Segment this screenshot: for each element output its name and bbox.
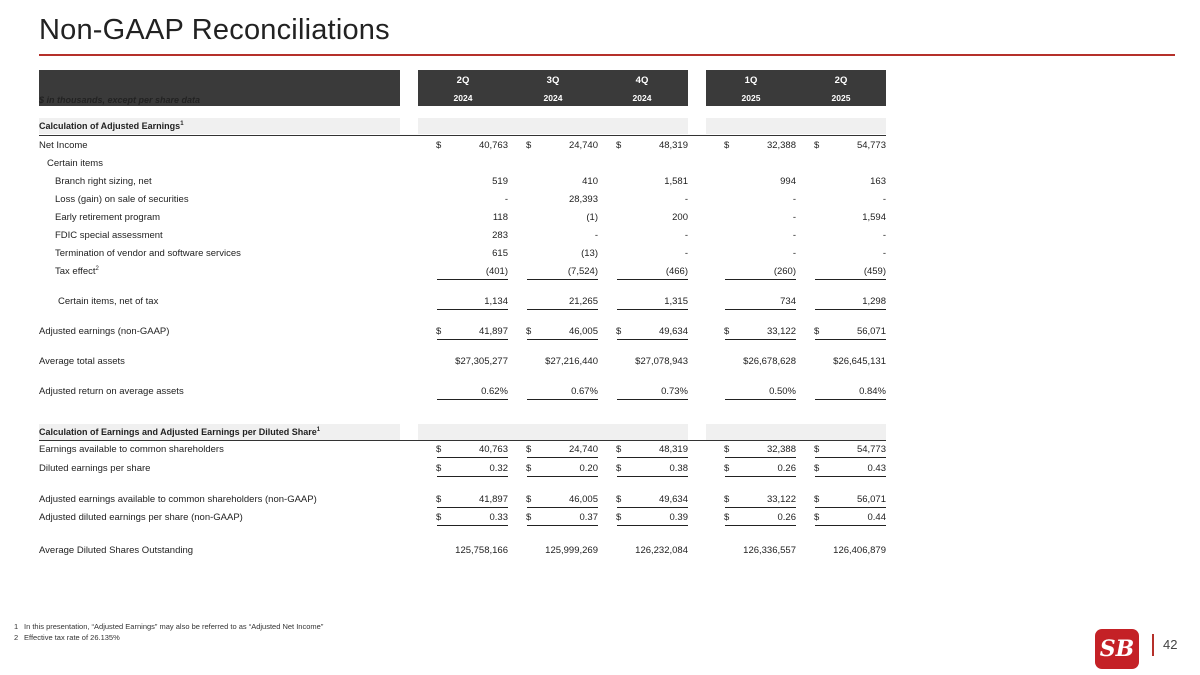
table-cell	[418, 248, 508, 261]
dollar-sign: $	[814, 494, 820, 505]
cell-value: 1,594	[862, 212, 886, 223]
table-cell	[418, 356, 508, 369]
table-cell	[706, 386, 796, 399]
table-cell	[508, 463, 598, 476]
table-cell	[508, 386, 598, 399]
header-quarter: 2Q	[456, 75, 470, 86]
dollar-sign: $	[724, 512, 730, 523]
table-cell	[706, 140, 796, 153]
table-cell	[418, 545, 508, 558]
footnote-ref: 1	[316, 427, 321, 433]
dollar-sign: $	[616, 326, 622, 337]
cell-value: 0.26	[777, 512, 796, 523]
row-label	[55, 230, 163, 241]
header-year: 2024	[632, 93, 652, 103]
cell-value: $27,216,440	[545, 356, 598, 367]
header-year: 2024	[453, 93, 473, 103]
cell-value: 126,232,084	[635, 545, 688, 556]
cell-value: 125,999,269	[545, 545, 598, 556]
cell-value: 0.44	[867, 512, 886, 523]
dollar-sign: $	[526, 444, 532, 455]
table-cell	[598, 230, 688, 243]
cell-value: 33,122	[766, 326, 796, 337]
table-cell	[796, 356, 886, 369]
row-label	[39, 463, 150, 474]
dollar-sign: $	[616, 444, 622, 455]
dollar-sign: $	[724, 140, 730, 151]
row-label	[55, 248, 241, 259]
cell-value: 33,122	[766, 494, 796, 505]
footnote: 2 Effective tax rate of 26.135%	[14, 633, 120, 642]
dollar-sign: $	[814, 444, 820, 455]
cell-value: 519	[492, 176, 508, 187]
row-label	[39, 444, 224, 455]
table-cell	[796, 494, 886, 507]
dollar-sign: $	[814, 140, 820, 151]
table-cell	[418, 326, 508, 339]
table-cell	[598, 194, 688, 207]
row-label-text: Certain items	[47, 158, 103, 169]
cell-value: 163	[870, 176, 886, 187]
cell-value: 0.62%	[481, 386, 508, 397]
table-cell	[418, 296, 508, 309]
table-cell	[796, 545, 886, 558]
table-cell	[598, 248, 688, 261]
cell-value: -	[882, 248, 886, 259]
cell-value: 0.37	[579, 512, 598, 523]
table-cell	[418, 140, 508, 153]
row-label-text: Branch right sizing, net	[55, 176, 152, 187]
table-cell	[796, 176, 886, 189]
row-label-text: Adjusted diluted earnings per share (non-GAAP)	[39, 512, 243, 523]
cell-value: (260)	[773, 266, 796, 277]
section-adjusted-earnings	[39, 121, 184, 131]
cell-value: 41,897	[478, 326, 508, 337]
units-label: $ in thousands, except per share data	[39, 95, 201, 105]
table-cell	[706, 194, 796, 207]
dollar-sign: $	[526, 512, 532, 523]
header-quarter: 3Q	[546, 75, 560, 86]
row-label	[47, 158, 103, 169]
table-cell	[508, 176, 598, 189]
cell-value: 54,773	[856, 444, 886, 455]
cell-value: 0.20	[579, 463, 598, 474]
table-cell	[508, 444, 598, 457]
section-rule	[39, 440, 886, 441]
table-cell	[706, 176, 796, 189]
table-cell	[796, 212, 886, 225]
cell-value: $26,678,628	[743, 356, 796, 367]
title-divider	[39, 54, 1175, 56]
row-label-text: Net Income	[39, 140, 88, 151]
table-cell	[598, 266, 688, 279]
section-label: Calculation of Earnings and Adjusted Earnings per Diluted Share	[39, 427, 317, 437]
row-label-text: Earnings available to common shareholders	[39, 444, 224, 455]
table-cell	[706, 296, 796, 309]
cell-value: -	[594, 230, 598, 241]
cell-value: 32,388	[766, 140, 796, 151]
table-cell	[796, 296, 886, 309]
cell-value: 126,336,557	[743, 545, 796, 556]
table-cell	[706, 463, 796, 476]
cell-value: 41,897	[478, 494, 508, 505]
row-label-text: Early retirement program	[55, 212, 161, 223]
table-cell	[796, 194, 886, 207]
row-label	[39, 140, 88, 151]
dollar-sign: $	[724, 326, 730, 337]
cell-value: (7,524)	[567, 266, 598, 277]
table-cell	[706, 230, 796, 243]
row-label-text: Adjusted earnings available to common shareholders (non-GAAP)	[39, 494, 317, 505]
cell-value: 200	[672, 212, 688, 223]
table-cell	[598, 494, 688, 507]
cell-value: -	[684, 230, 688, 241]
dollar-sign: $	[724, 494, 730, 505]
cell-value: -	[504, 194, 508, 205]
table-cell	[418, 444, 508, 457]
cell-value: (401)	[485, 266, 508, 277]
cell-value: -	[684, 248, 688, 259]
row-label-text: Adjusted return on average assets	[39, 386, 184, 397]
table-cell	[418, 386, 508, 399]
header-year: 2025	[741, 93, 761, 103]
header-year: 2024	[543, 93, 563, 103]
table-cell	[796, 463, 886, 476]
cell-value: $27,078,943	[635, 356, 688, 367]
row-label-text: Average Diluted Shares Outstanding	[39, 545, 194, 556]
row-label-text: FDIC special assessment	[55, 230, 163, 241]
table-cell	[706, 545, 796, 558]
dollar-sign: $	[616, 494, 622, 505]
table-cell	[796, 512, 886, 525]
table-cell	[796, 326, 886, 339]
cell-value: 0.84%	[859, 386, 886, 397]
dollar-sign: $	[616, 140, 622, 151]
row-label	[58, 296, 158, 307]
table-cell	[598, 463, 688, 476]
dollar-sign: $	[814, 512, 820, 523]
cell-value: -	[792, 194, 796, 205]
table-cell	[418, 494, 508, 507]
cell-value: 0.32	[489, 463, 508, 474]
cell-value: 126,406,879	[833, 545, 886, 556]
header-quarter: 4Q	[635, 75, 649, 86]
header-quarter: 1Q	[744, 75, 758, 86]
cell-value: 1,134	[484, 296, 508, 307]
table-cell	[598, 212, 688, 225]
cell-value: 24,740	[568, 444, 598, 455]
table-cell	[598, 545, 688, 558]
table-cell	[418, 463, 508, 476]
table-cell	[418, 230, 508, 243]
cell-value: 40,763	[478, 444, 508, 455]
table-cell	[598, 296, 688, 309]
table-cell	[508, 326, 598, 339]
cell-value: 46,005	[568, 326, 598, 337]
cell-value: -	[792, 248, 796, 259]
row-label	[55, 266, 99, 277]
cell-value: 1,581	[664, 176, 688, 187]
cell-value: 21,265	[568, 296, 598, 307]
cell-value: 0.73%	[661, 386, 688, 397]
table-cell	[508, 140, 598, 153]
table-cell	[706, 326, 796, 339]
cell-value: 56,071	[856, 494, 886, 505]
table-cell	[706, 444, 796, 457]
cell-value: (13)	[581, 248, 598, 259]
cell-value: 56,071	[856, 326, 886, 337]
row-label	[39, 326, 169, 337]
section-band-2025	[706, 118, 886, 134]
row-label	[55, 176, 152, 187]
cell-value: (459)	[863, 266, 886, 277]
table-cell	[508, 512, 598, 525]
cell-value: 48,319	[658, 140, 688, 151]
section-band-2024	[418, 118, 688, 134]
table-cell	[706, 248, 796, 261]
table-cell	[418, 212, 508, 225]
cell-value: 118	[492, 212, 508, 223]
cell-value: 24,740	[568, 140, 598, 151]
table-cell	[508, 194, 598, 207]
cell-value: 28,393	[568, 194, 598, 205]
cell-value: -	[792, 212, 796, 223]
cell-value: 40,763	[478, 140, 508, 151]
row-label-text: Termination of vendor and software services	[55, 248, 241, 259]
table-cell	[598, 356, 688, 369]
table-cell	[508, 494, 598, 507]
table-cell	[706, 266, 796, 279]
cell-value: 125,758,166	[455, 545, 508, 556]
section-rule	[39, 135, 886, 136]
section-band-2024	[418, 424, 688, 440]
dollar-sign: $	[526, 326, 532, 337]
table-cell	[508, 248, 598, 261]
cell-value: 49,634	[658, 326, 688, 337]
table-cell	[796, 266, 886, 279]
table-cell	[598, 512, 688, 525]
cell-value: 1,298	[862, 296, 886, 307]
row-label	[55, 194, 189, 205]
cell-value: 0.50%	[769, 386, 796, 397]
table-cell	[796, 248, 886, 261]
table-cell	[508, 545, 598, 558]
page-title: Non-GAAP Reconciliations	[39, 14, 390, 46]
row-label	[55, 212, 160, 223]
dollar-sign: $	[436, 494, 442, 505]
dollar-sign: $	[436, 140, 442, 151]
dollar-sign: $	[436, 444, 442, 455]
cell-value: 0.67%	[571, 386, 598, 397]
footnote-ref: 1	[180, 121, 184, 127]
dollar-sign: $	[436, 512, 442, 523]
table-cell	[796, 386, 886, 399]
row-label-text: Loss (gain) on sale of securities	[55, 194, 189, 205]
table-cell	[418, 266, 508, 279]
table-cell	[508, 356, 598, 369]
row-label-text: Diluted earnings per share	[39, 463, 151, 474]
dollar-sign: $	[814, 463, 820, 474]
cell-value: 48,319	[658, 444, 688, 455]
section-label: Calculation of Adjusted Earnings	[39, 121, 181, 131]
row-label	[39, 545, 193, 556]
dollar-sign: $	[616, 512, 622, 523]
table-cell	[796, 230, 886, 243]
cell-value: 994	[780, 176, 796, 187]
cell-value: $27,305,277	[455, 356, 508, 367]
table-cell	[598, 140, 688, 153]
table-cell	[598, 176, 688, 189]
cell-value: 615	[492, 248, 508, 259]
table-cell	[796, 140, 886, 153]
cell-value: 1,315	[664, 296, 688, 307]
row-label	[39, 356, 125, 367]
row-label	[39, 512, 243, 523]
footnote-ref: 2	[95, 266, 99, 272]
table-cell	[508, 212, 598, 225]
cell-value: -	[882, 194, 886, 205]
table-cell	[598, 326, 688, 339]
header-quarter: 2Q	[834, 75, 848, 86]
cell-value: -	[882, 230, 886, 241]
logo-divider	[1152, 634, 1154, 656]
table-cell	[706, 212, 796, 225]
row-label	[39, 386, 184, 397]
cell-value: (466)	[665, 266, 688, 277]
row-label	[39, 494, 317, 505]
dollar-sign: $	[526, 463, 532, 474]
cell-value: 46,005	[568, 494, 598, 505]
header-year: 2025	[831, 93, 851, 103]
table-cell	[508, 230, 598, 243]
row-label-text: Adjusted earnings (non-GAAP)	[39, 326, 170, 337]
cell-value: 0.43	[867, 463, 886, 474]
footnote: 1 In this presentation, “Adjusted Earnings” may also be referred to as “Adjusted Net Income”	[14, 622, 324, 631]
table-cell	[508, 296, 598, 309]
cell-value: (1)	[586, 212, 598, 223]
dollar-sign: $	[724, 463, 730, 474]
company-logo: SB	[1095, 629, 1139, 669]
table-cell	[706, 512, 796, 525]
table-cell	[508, 266, 598, 279]
cell-value: 0.39	[669, 512, 688, 523]
cell-value: -	[792, 230, 796, 241]
cell-value: $26,645,131	[833, 356, 886, 367]
cell-value: 410	[582, 176, 598, 187]
table-cell	[706, 494, 796, 507]
row-label-text: Average total assets	[39, 356, 125, 367]
row-label-text: Certain items, net of tax	[58, 296, 159, 307]
cell-value: 0.26	[777, 463, 796, 474]
dollar-sign: $	[526, 140, 532, 151]
page-number: 42	[1163, 637, 1178, 652]
cell-value: 0.33	[489, 512, 508, 523]
dollar-sign: $	[724, 444, 730, 455]
cell-value: 32,388	[766, 444, 796, 455]
dollar-sign: $	[616, 463, 622, 474]
table-cell	[418, 512, 508, 525]
cell-value: -	[684, 194, 688, 205]
dollar-sign: $	[436, 326, 442, 337]
row-label-text: Tax effect	[55, 266, 96, 278]
dollar-sign: $	[526, 494, 532, 505]
table-cell	[418, 176, 508, 189]
footnotes	[14, 621, 323, 643]
table-cell	[706, 356, 796, 369]
cell-value: 283	[492, 230, 508, 241]
table-cell	[418, 194, 508, 207]
cell-value: 734	[780, 296, 796, 307]
dollar-sign: $	[814, 326, 820, 337]
section-band-2025	[706, 424, 886, 440]
table-cell	[796, 444, 886, 457]
cell-value: 0.38	[669, 463, 688, 474]
dollar-sign: $	[436, 463, 442, 474]
section-eps	[39, 427, 320, 437]
cell-value: 49,634	[658, 494, 688, 505]
table-cell	[598, 386, 688, 399]
cell-value: 54,773	[856, 140, 886, 151]
table-cell	[598, 444, 688, 457]
